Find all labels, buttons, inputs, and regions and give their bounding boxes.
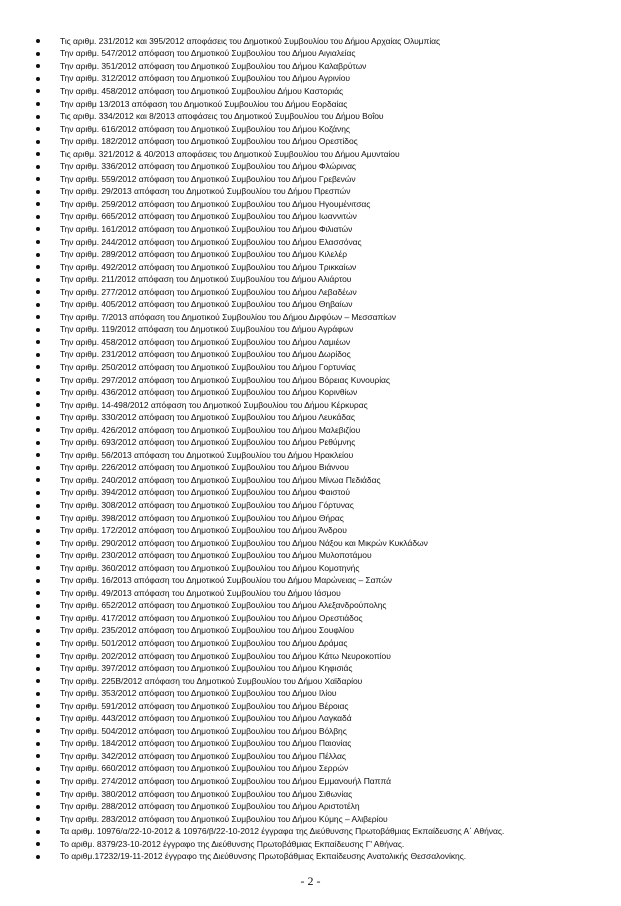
list-item — [36, 737, 621, 750]
list-item-text: Την αριθμ. 458/2012 απόφαση του Δημοτικού Συμβουλίου του Δήμου Λαμιέων — [60, 336, 351, 347]
bullet-icon — [36, 817, 40, 821]
list-item-text: Την αριθμ. 547/2012 απόφαση του Δημοτικού Συμβουλίου του Δήμου Αιγιαλείας — [60, 48, 356, 59]
list-item — [36, 486, 621, 499]
list-item-text: Την αριθμ. 119/2012 απόφαση του Δημοτικού Συμβουλίου του Δήμου Αγράφων — [60, 324, 354, 335]
list-item — [36, 260, 621, 273]
list-item-text: Την αριθμ. 405/2012 απόφαση του Δημοτικού Συμβουλίου του Δήμου Θηβαίων — [60, 299, 353, 310]
list-item — [36, 612, 621, 625]
list-item — [36, 223, 621, 236]
list-item — [36, 373, 621, 386]
bullet-icon — [36, 240, 40, 244]
list-item-text: Την αριθμ. 492/2012 απόφαση του Δημοτικού Συμβουλίου του Δήμου Τρικκαίων — [60, 261, 357, 272]
bullet-icon — [36, 616, 40, 620]
bullet-icon — [36, 265, 40, 269]
list-item — [36, 499, 621, 512]
list-item — [36, 47, 621, 60]
bullet-icon — [36, 830, 40, 834]
list-item-text: Την αριθμ. 182/2012 απόφαση του Δημοτικού Συμβουλίου του Δήμου Ορεστίδος — [60, 136, 358, 147]
list-item — [36, 323, 621, 336]
list-item-text: Την αριθμ. 330/2012 απόφαση του Δημοτικού Συμβουλίου του Δήμου Λευκάδας — [60, 412, 355, 423]
list-item — [36, 637, 621, 650]
list-item — [36, 587, 621, 600]
decision-list — [36, 35, 621, 863]
list-item-text: Την αριθμ. 308/2012 απόφαση του Δημοτικού Συμβουλίου του Δήμου Γόρτυνας — [60, 500, 354, 510]
list-item-text: Την αριθμ. 202/2012 απόφαση του Δημοτικού Συμβουλίου του Δήμου Κάτω Νευροκοπίου — [60, 650, 391, 661]
bullet-icon — [36, 328, 40, 332]
list-item-text: Την αριθμ. 426/2012 απόφαση του Δημοτικού Συμβουλίου του Δήμου Μαλεβιζίου — [60, 424, 361, 435]
list-item-text: Την αριθμ. 240/2012 απόφαση του Δημοτικού Συμβουλίου του Δήμου Μίνωα Πεδιάδας — [60, 474, 381, 485]
list-item — [36, 624, 621, 637]
list-item — [36, 461, 621, 474]
bullet-icon — [36, 315, 40, 319]
bullet-icon — [36, 102, 40, 106]
bullet-icon — [36, 253, 40, 257]
list-item — [36, 436, 621, 449]
list-item-text: Την αριθμ. 436/2012 απόφαση του Δημοτικού Συμβουλίου του Δήμου Κορινθίων — [60, 387, 358, 398]
list-item-text: Τα αριθμ. 10976/α/22-10-2012 & 10976/β/22-10-2012 έγγραφα της Διεύθυνσης Πρωτοβάθμιας Εκπαίδευσης Α΄ Αθήνας. — [60, 826, 505, 837]
list-item — [36, 511, 621, 524]
list-item-text: Την αριθμ. 283/2012 απόφαση του Δημοτικού Συμβουλίου του Δήμου Κύμης – Αλιβερίου — [60, 813, 388, 824]
bullet-icon — [36, 704, 40, 708]
list-item — [36, 800, 621, 813]
list-item-text: Την αριθμ. 288/2012 απόφαση του Δημοτικού Συμβουλίου του Δήμου Αριστοτέλη — [60, 801, 360, 812]
bullet-icon — [36, 767, 40, 771]
list-item-text: Την αριθμ. 443/2012 απόφαση του Δημοτικού Συμβουλίου του Δήμου Λαγκαδά — [60, 713, 352, 724]
list-item — [36, 398, 621, 411]
list-item-text: Την αριθμ. 244/2012 απόφαση του Δημοτικού Συμβουλίου του Δήμου Ελασσόνας — [60, 236, 362, 247]
list-item — [36, 336, 621, 349]
list-item — [36, 147, 621, 160]
list-item-text: Την αριθμ. 250/2012 απόφαση του Δημοτικού Συμβουλίου του Δήμου Γορτυνίας — [60, 361, 356, 372]
list-item-text: Την αριθμ. 14-498/2012 απόφαση του Δημοτικού Συμβουλίου του Δήμου Κέρκυρας — [60, 399, 368, 410]
list-item-text: Την αριθμ. 394/2012 απόφαση του Δημοτικού Συμβουλίου του Δήμου Φαιστού — [60, 487, 350, 498]
bullet-icon — [36, 742, 40, 746]
bullet-icon — [36, 403, 40, 407]
list-item-text: Την αριθμ. 277/2012 απόφαση του Δημοτικού Συμβουλίου του Δήμου Λεβαδέων — [60, 286, 357, 297]
list-item — [36, 173, 621, 186]
list-item-text: Την αριθμ. 231/2012 απόφαση του Δημοτικού Συμβουλίου του Δήμου Δωρίδος — [60, 349, 351, 360]
bullet-icon — [36, 805, 40, 809]
list-item-text: Την αριθμ. 504/2012 απόφαση του Δημοτικού Συμβουλίου του Δήμου Βόλβης — [60, 725, 347, 736]
list-item-text: Την αριθμ. 417/2012 απόφαση του Δημοτικού Συμβουλίου του Δήμου Ορεστιάδος — [60, 612, 363, 623]
bullet-icon — [36, 453, 40, 457]
list-item — [36, 750, 621, 763]
bullet-icon — [36, 642, 40, 646]
list-item-text: Το αριθμ.17232/19-11-2012 έγγραφο της Διεύθυνσης Πρωτοβάθμιας Εκπαίδευσης Ανατολικής Θεσσαλονίκης. — [60, 851, 467, 862]
list-item — [36, 599, 621, 612]
bullet-icon — [36, 127, 40, 131]
bullet-icon — [36, 378, 40, 382]
list-item — [36, 561, 621, 574]
list-item-text: Την αριθμ. 660/2012 απόφαση του Δημοτικού Συμβουλίου του Δήμου Σερρών — [60, 763, 349, 774]
bullet-icon — [36, 428, 40, 432]
list-item-text: Την αριθμ. 184/2012 απόφαση του Δημοτικού Συμβουλίου του Δήμου Παιονίας — [60, 738, 352, 749]
bullet-icon — [36, 290, 40, 294]
bullet-icon — [36, 190, 40, 194]
bullet-icon — [36, 165, 40, 169]
bullet-icon — [36, 152, 40, 156]
list-item-text: Την αριθμ. 360/2012 απόφαση του Δημοτικού Συμβουλίου του Δήμου Κομοτηνής — [60, 562, 360, 573]
bullet-icon — [36, 679, 40, 683]
list-item-text: Την αριθμ. 559/2012 απόφαση του Δημοτικού Συμβουλίου του Δήμου Γρεβενών — [60, 173, 356, 184]
list-item-text: Την αριθμ. 351/2012 απόφαση του Δημοτικού Συμβουλίου του Δήμου Καλαβρύτων — [60, 60, 367, 71]
list-item — [36, 235, 621, 248]
list-item — [36, 411, 621, 424]
list-item — [36, 210, 621, 223]
list-item-text: Την αριθμ. 49/2013 απόφαση του Δημοτικού Συμβουλίου του Δήμου Ιάσμου — [60, 587, 341, 598]
bullet-icon — [36, 215, 40, 219]
bullet-icon — [36, 692, 40, 696]
list-item — [36, 662, 621, 675]
list-item — [36, 838, 621, 851]
bullet-icon — [36, 303, 40, 307]
list-item — [36, 574, 621, 587]
list-item — [36, 361, 621, 374]
list-item — [36, 699, 621, 712]
bullet-icon — [36, 441, 40, 445]
bullet-icon — [36, 39, 40, 43]
bullet-icon — [36, 554, 40, 558]
list-item-text: Την αριθμ. 16/2013 απόφαση του Δημοτικού Συμβουλίου του Δήμου Μαρώνειας – Σαπών — [60, 575, 392, 586]
list-item — [36, 185, 621, 198]
list-item — [36, 524, 621, 537]
bullet-icon — [36, 227, 40, 231]
bullet-icon — [36, 667, 40, 671]
list-item — [36, 386, 621, 399]
list-item — [36, 649, 621, 662]
list-item — [36, 85, 621, 98]
bullet-icon — [36, 516, 40, 520]
list-item-text: Την αριθμ. 259/2012 απόφαση του Δημοτικού Συμβουλίου του Δήμου Ηγουμένιτσας — [60, 198, 371, 209]
bullet-icon — [36, 491, 40, 495]
bullet-icon — [36, 340, 40, 344]
list-item — [36, 423, 621, 436]
list-item-text: Την αριθμ. 397/2012 απόφαση του Δημοτικού Συμβουλίου του Δήμου Κηφισιάς — [60, 663, 353, 674]
list-item — [36, 35, 621, 48]
list-item — [36, 348, 621, 361]
bullet-icon — [36, 579, 40, 583]
list-item-text: Την αριθμ. 591/2012 απόφαση του Δημοτικού Συμβουλίου του Δήμου Βέροιας — [60, 700, 349, 711]
list-item — [36, 60, 621, 73]
bullet-icon — [36, 729, 40, 733]
list-item-text: Την αριθμ. 297/2012 απόφαση του Δημοτικού Συμβουλίου του Δήμου Βόρειας Κυνουρίας — [60, 374, 390, 385]
list-item — [36, 674, 621, 687]
list-item — [36, 787, 621, 800]
bullet-icon — [36, 365, 40, 369]
list-item — [36, 160, 621, 173]
bullet-icon — [36, 52, 40, 56]
list-item — [36, 762, 621, 775]
list-item — [36, 812, 621, 825]
list-item-text: Την αριθμ. 616/2012 απόφαση του Δημοτικού Συμβουλίου του Δήμου Κοζάνης — [60, 123, 350, 134]
list-item — [36, 110, 621, 123]
list-item-text: Την αριθμ. 161/2012 απόφαση του Δημοτικού Συμβουλίου του Δήμου Φιλιατών — [60, 223, 353, 234]
bullet-icon — [36, 391, 40, 395]
bullet-icon — [36, 541, 40, 545]
list-item — [36, 449, 621, 462]
list-item-text: Τις αριθμ. 321/2012 & 40/2013 αποφάσεις του Δημοτικού Συμβουλίου του Δήμου Αμυνταίου — [60, 148, 400, 159]
bullet-icon — [36, 177, 40, 181]
list-item — [36, 536, 621, 549]
list-item-text: Την αριθμ. 225Β/2012 απόφαση του Δημοτικού Συμβουλίου του Δήμου Χαϊδαρίου — [60, 675, 363, 686]
list-item — [36, 97, 621, 110]
bullet-icon — [36, 604, 40, 608]
bullet-icon — [36, 353, 40, 357]
list-item-text: Την αριθμ. 172/2012 απόφαση του Δημοτικού Συμβουλίου του Δήμου Άνδρου — [60, 525, 347, 536]
bullet-icon — [36, 654, 40, 658]
page-number: - 2 - — [300, 874, 321, 888]
list-item — [36, 725, 621, 738]
list-item-text: Την αριθμ. 235/2012 απόφαση του Δημοτικού Συμβουλίου του Δήμου Σουφλίου — [60, 625, 354, 636]
bullet-icon — [36, 77, 40, 81]
list-item-text: Τις αριθμ. 334/2012 και 8/2013 αποφάσεις του Δημοτικού Συμβουλίου του Δήμου Βοΐου — [60, 111, 384, 122]
list-item — [36, 549, 621, 562]
list-item-text: Την αριθμ. 29/2013 απόφαση του Δημοτικού Συμβουλίου του Δήμου Πρεσπών — [60, 186, 351, 197]
bullet-icon — [36, 504, 40, 508]
list-item-text: Την αριθμ. 56/2013 απόφαση του Δημοτικού Συμβουλίου του Δήμου Ηρακλείου — [60, 449, 354, 460]
list-item-text: Τις αριθμ. 231/2012 και 395/2012 αποφάσεις του Δημοτικού Συμβουλίου του Δήμου Αρχαίας Ολυμπίας — [60, 35, 441, 46]
list-item-text: Την αριθμ. 342/2012 απόφαση του Δημοτικού Συμβουλίου του Δήμου Πέλλας — [60, 750, 346, 761]
list-item-text: Την αριθμ. 312/2012 απόφαση του Δημοτικού Συμβουλίου του Δήμου Αγρινίου — [60, 73, 350, 84]
bullet-icon — [36, 754, 40, 758]
list-item — [36, 122, 621, 135]
bullet-icon — [36, 278, 40, 282]
list-item — [36, 298, 621, 311]
bullet-icon — [36, 792, 40, 796]
list-item — [36, 285, 621, 298]
list-item-text: Την αριθμ. 458/2012 απόφαση του Δημοτικού Συμβουλίου Δήμου Καστοριάς — [60, 85, 344, 96]
bullet-icon — [36, 140, 40, 144]
list-item — [36, 135, 621, 148]
bullet-icon — [36, 842, 40, 846]
list-item-text: Την αριθμ. 211/2012 απόφαση του Δημοτικού Συμβουλίου του Δήμου Αλιάρτου — [60, 274, 352, 285]
list-item-text: Την αριθμ. 652/2012 απόφαση του Δημοτικού Συμβουλίου του Δήμου Αλεξανδρούπολης — [60, 600, 387, 611]
list-item — [36, 248, 621, 261]
bullet-icon — [36, 780, 40, 784]
bullet-icon — [36, 566, 40, 570]
list-item-text: Την αριθμ. 226/2012 απόφαση του Δημοτικού Συμβουλίου του Δήμου Βιάννου — [60, 462, 349, 473]
list-item — [36, 311, 621, 324]
list-item-text: Την αριθμ 13/2013 απόφαση του Δημοτικού Συμβουλίου του Δήμου Εορδαίας — [60, 98, 348, 109]
list-item — [36, 474, 621, 487]
bullet-icon — [36, 855, 40, 859]
list-item-text: Την αριθμ. 289/2012 απόφαση του Δημοτικού Συμβουλίου του Δήμου Κιλελέρ — [60, 249, 347, 260]
bullet-icon — [36, 466, 40, 470]
list-item-text: Το αριθμ. 8379/23-10-2012 έγγραφο της Διεύθυνσης Πρωτοβάθμιας Εκπαίδευσης Γ' Αθήνας. — [60, 838, 405, 849]
list-item — [36, 72, 621, 85]
list-item-text: Την αριθμ. 398/2012 απόφαση του Δημοτικού Συμβουλίου του Δήμου Θήρας — [60, 512, 344, 523]
list-item-text: Την αριθμ. 665/2012 απόφαση του Δημοτικού Συμβουλίου του Δήμου Ιωαννιτών — [60, 211, 357, 222]
list-item — [36, 775, 621, 788]
list-item-text: Την αριθμ. 336/2012 απόφαση του Δημοτικού Συμβουλίου του Δήμου Φλώρινας — [60, 161, 356, 172]
list-item-text: Την αριθμ. 501/2012 απόφαση του Δημοτικού Συμβουλίου του Δήμου Δράμας — [60, 638, 348, 649]
bullet-icon — [36, 478, 40, 482]
list-item — [36, 825, 621, 838]
bullet-icon — [36, 89, 40, 93]
list-item-text: Την αριθμ. 290/2012 απόφαση του Δημοτικού Συμβουλίου του Δήμου Νάξου και Μικρών Κυκλάδων — [60, 537, 428, 548]
list-item-text: Την αριθμ. 230/2012 απόφαση του Δημοτικού Συμβουλίου του Δήμου Μυλοποτάμου — [60, 550, 372, 561]
bullet-icon — [36, 64, 40, 68]
bullet-icon — [36, 591, 40, 595]
list-item-text: Την αριθμ. 274/2012 απόφαση του Δημοτικού Συμβουλίου του Δήμου Εμμανουήλ Παππά — [60, 776, 392, 787]
list-item — [36, 712, 621, 725]
bullet-icon — [36, 115, 40, 119]
bullet-icon — [36, 629, 40, 633]
list-item — [36, 687, 621, 700]
bullet-icon — [36, 717, 40, 721]
list-item-text: Την αριθμ. 693/2012 απόφαση του Δημοτικού Συμβουλίου του Δήμου Ρεθύμνης — [60, 437, 356, 448]
list-item — [36, 850, 621, 863]
list-item-text: Την αριθμ. 353/2012 απόφαση του Δημοτικού Συμβουλίου του Δήμου Ιλίου — [60, 688, 337, 699]
bullet-icon — [36, 529, 40, 533]
list-item — [36, 273, 621, 286]
list-item — [36, 198, 621, 211]
list-item-text: Την αριθμ. 380/2012 απόφαση του Δημοτικού Συμβουλίου του Δήμου Σιθωνίας — [60, 788, 353, 799]
bullet-icon — [36, 202, 40, 206]
bullet-icon — [36, 416, 40, 420]
list-item-text: Την αριθμ. 7/2013 απόφαση του Δημοτικού Συμβουλίου του Δήμου Διρφύων – Μεσσαπίων — [60, 311, 396, 322]
